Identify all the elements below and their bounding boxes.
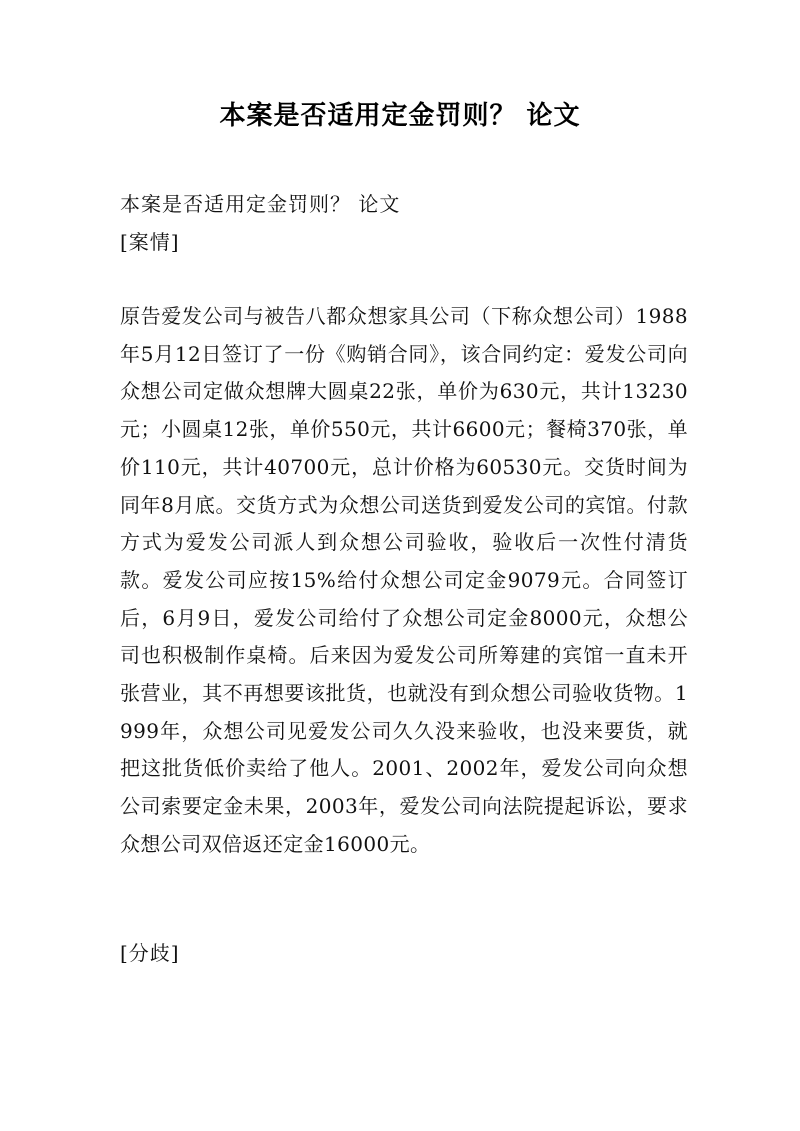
section-heading-disagreement: [分歧]	[120, 941, 180, 965]
case-paragraph: 原告爱发公司与被告八都众想家具公司（下称众想公司）1988年5月12日签订了一份《购销合同》，该合同约定：爱发公司向众想公司定做众想牌大圆桌22张，单价为630元，共计13230元；小圆桌12张，单价550元，共计6600元；餐椅370张，单价110元，共计40700元，总计价格为60530元。交货时间为同年8月底。交货方式为众想公司送货到爱发公司的宾馆。付款方式为爱发公司派人到众想公司验收，验收后一次性付清货款。爱发公司应按15%给付众想公司定金9079元。合同签订后，6月9日，爱发公司给付了众想公司定金8000元，众想公司也积极制作桌椅。后来因为爱发公司所筹建的宾馆一直未开张营业，其不再想要该批货，也就没有到众想公司验收货物。1999年，众想公司见爱发公司久久没来验收，也没来要货，就把这批货低价卖给了他人。2001、2002年，爱发公司向众想公司索要定金未果，2003年，爱发公司向法院提起诉讼，要求众想公司双倍返还定金16000元。	[120, 304, 688, 856]
section-heading-case: [案情]	[120, 230, 180, 254]
document-title: 本案是否适用定金罚则？ 论文	[219, 101, 581, 131]
document-subtitle: 本案是否适用定金罚则？ 论文	[120, 192, 401, 216]
